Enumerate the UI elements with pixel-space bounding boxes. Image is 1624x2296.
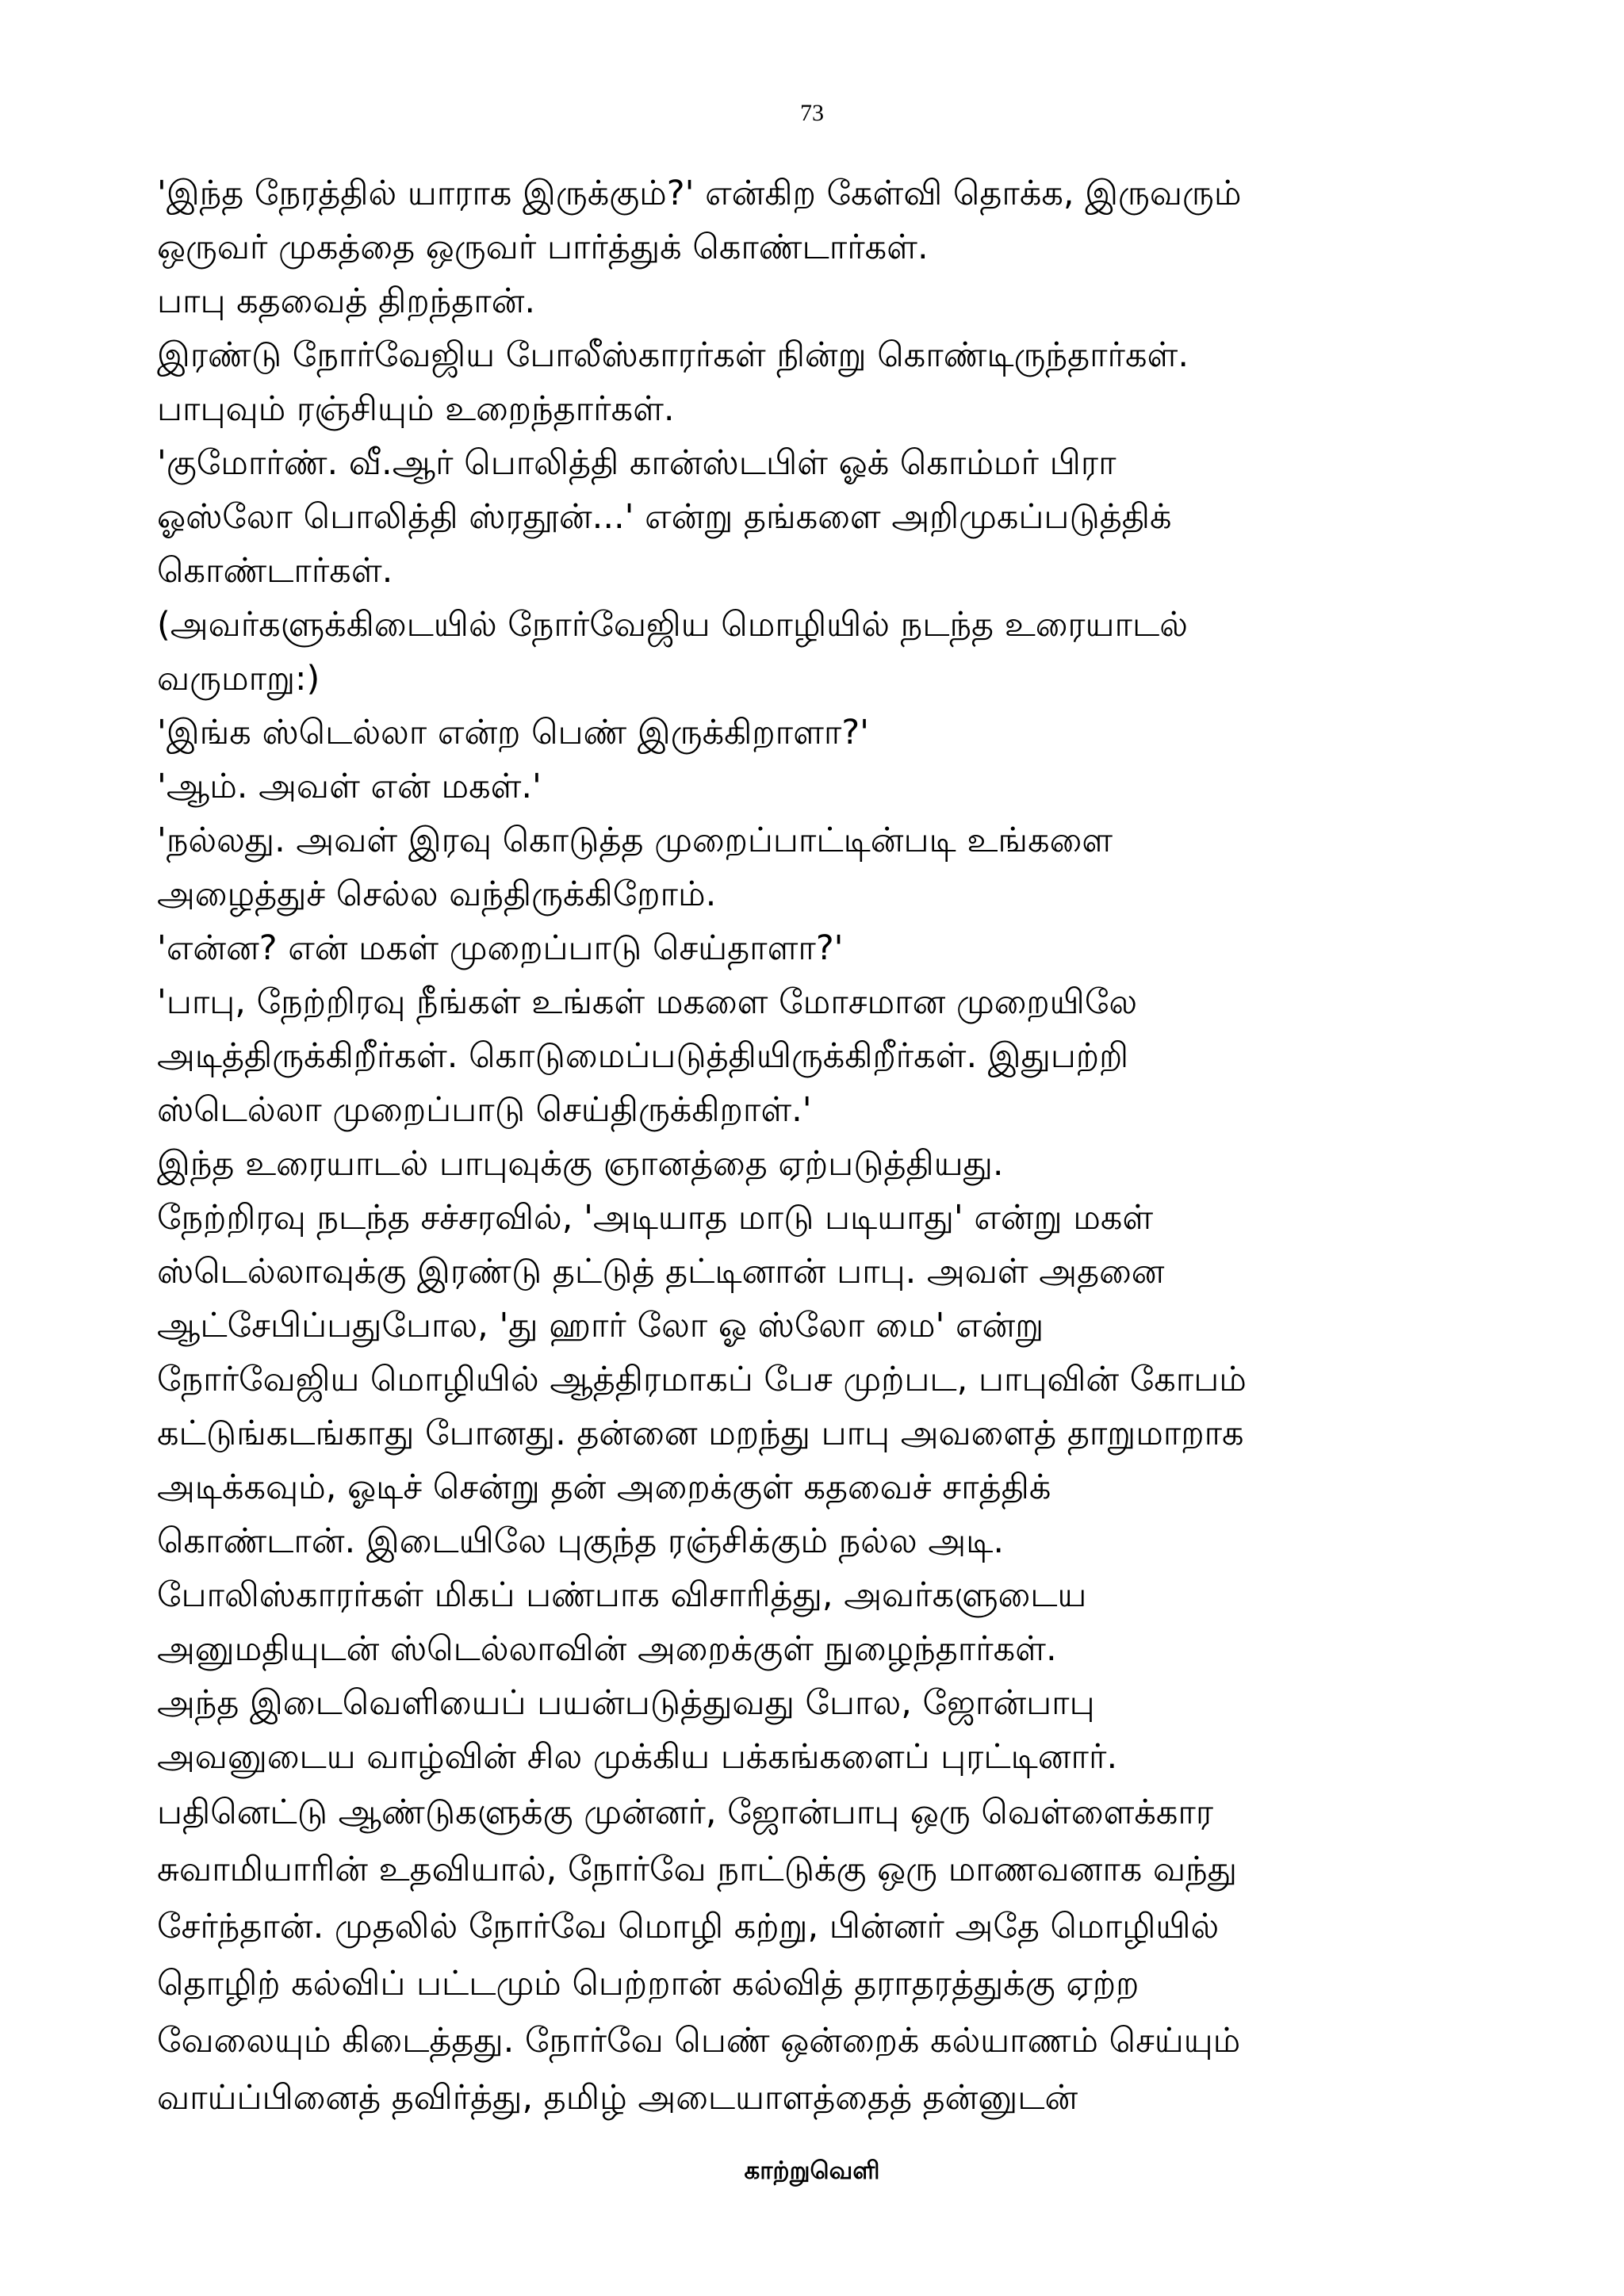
- text-line: அந்த இடைவெளியைப் பயன்படுத்துவது போல, ஜோன்பாபு: [157, 1683, 1095, 1723]
- text-line: தொழிற் கல்விப் பட்டமும் பெற்றான் கல்வித் தராதரத்துக்கு ஏற்ற: [157, 1964, 1139, 2003]
- text-line: வேலையும் கிடைத்தது. நோர்வே பெண் ஒன்றைக் கல்யாணம் செய்யும்: [157, 2021, 1241, 2061]
- text-line: 'குமோர்ண். வீ.ஆர் பொலித்தி கான்ஸ்டபிள் ஓக் கொம்மர் பிரா: [157, 443, 1116, 483]
- body-text: [157, 166, 1505, 2126]
- text-line: ஒருவர் முகத்தை ஒருவர் பார்த்துக் கொண்டார்கள்.: [157, 228, 929, 267]
- text-line: இரண்டு நோர்வேஜிய போலீஸ்காரர்கள் நின்று கொண்டிருந்தார்கள்.: [157, 335, 1189, 375]
- text-line: சுவாமியாரின் உதவியால், நோர்வே நாட்டுக்கு ஒரு மாணவனாக வந்து: [157, 1850, 1237, 1889]
- text-line: பாபுவும் ரஞ்சியும் உறைந்தார்கள்.: [157, 389, 675, 429]
- text-line: அடிக்கவும், ஓடிச் சென்று தன் அறைக்குள் கதவைச் சாத்திக்: [157, 1468, 1051, 1507]
- text-line: ஆட்சேபிப்பதுபோல, 'து ஹார் லோ ஓ ஸ்லோ மை' என்று: [157, 1306, 1044, 1345]
- text-line: சேர்ந்தான். முதலில் நோர்வே மொழி கற்று, பின்னர் அதே மொழியில்: [157, 1907, 1220, 1946]
- text-line: நோர்வேஜிய மொழியில் ஆத்திரமாகப் பேச முற்பட, பாபுவின் கோபம்: [157, 1360, 1247, 1399]
- text-line: ஓஸ்லோ பொலித்தி ஸ்ரதூன்...' என்று தங்களை அறிமுகப்படுத்திக்: [157, 497, 1172, 537]
- text-line: நேற்றிரவு நடந்த சச்சரவில், 'அடியாத மாடு படியாது' என்று மகள்: [157, 1198, 1154, 1238]
- text-line: 'என்ன? என் மகள் முறைப்பாடு செய்தாளா?': [157, 928, 844, 968]
- text-line: வருமாறு:): [157, 659, 320, 698]
- page-number: 73: [800, 100, 824, 126]
- text-line: (அவர்களுக்கிடையில் நோர்வேஜிய மொழியில் நடந்த உரையாடல்: [157, 605, 1188, 645]
- footer-magazine-name: காற்றுவெளி: [744, 2156, 880, 2185]
- text-line: கொண்டார்கள்.: [157, 551, 393, 591]
- text-line: அவனுடைய வாழ்வின் சில முக்கிய பக்கங்களைப் புரட்டினார்.: [157, 1737, 1118, 1777]
- text-line: 'இந்த நேரத்தில் யாராக இருக்கும்?' என்கிற கேள்வி தொக்க, இருவரும்: [157, 174, 1242, 213]
- text-line: பாபு கதவைத் திறந்தான்.: [157, 281, 536, 321]
- text-line: ஸ்டெல்லா முறைப்பாடு செய்திருக்கிறாள்.': [157, 1090, 812, 1130]
- text-line: கொண்டான். இடையிலே புகுந்த ரஞ்சிக்கும் நல்ல அடி.: [157, 1521, 1005, 1561]
- text-line: 'பாபு, நேற்றிரவு நீங்கள் உங்கள் மகளை மோசமான முறையிலே: [157, 982, 1138, 1022]
- text-line: 'நல்லது. அவள் இரவு கொடுத்த முறைப்பாட்டின்படி உங்களை: [157, 821, 1113, 860]
- text-line: வாய்ப்பினைத் தவிர்த்து, தமிழ் அடையாளத்தைத் தன்னுடன்: [157, 2078, 1078, 2118]
- text-line: 'ஆம். அவள் என் மகள்.': [157, 767, 542, 806]
- text-line: அடித்திருக்கிறீர்கள். கொடுமைப்படுத்தியிருக்கிறீர்கள். இதுபற்றி: [157, 1036, 1129, 1076]
- text-line: ஸ்டெல்லாவுக்கு இரண்டு தட்டுத் தட்டினான் பாபு. அவள் அதனை: [157, 1252, 1165, 1292]
- text-line: போலிஸ்காரர்கள் மிகப் பண்பாக விசாரித்து, அவர்களுடைய: [157, 1575, 1087, 1615]
- text-line: அனுமதியுடன் ஸ்டெல்லாவின் அறைக்குள் நுழைந்தார்கள்.: [157, 1629, 1057, 1669]
- text-line: கட்டுங்கடங்காது போனது. தன்னை மறந்து பாபு அவளைத் தாறுமாறாக: [157, 1414, 1244, 1453]
- text-line: 'இங்க ஸ்டெல்லா என்ற பெண் இருக்கிறாளா?': [157, 713, 869, 752]
- text-line: பதினெட்டு ஆண்டுகளுக்கு முன்னர், ஜோன்பாபு ஒரு வெள்ளைக்கார: [157, 1793, 1214, 1832]
- text-line: இந்த உரையாடல் பாபுவுக்கு ஞானத்தை ஏற்படுத்தியது.: [157, 1144, 1004, 1184]
- text-line: அழைத்துச் செல்ல வந்திருக்கிறோம்.: [157, 874, 717, 914]
